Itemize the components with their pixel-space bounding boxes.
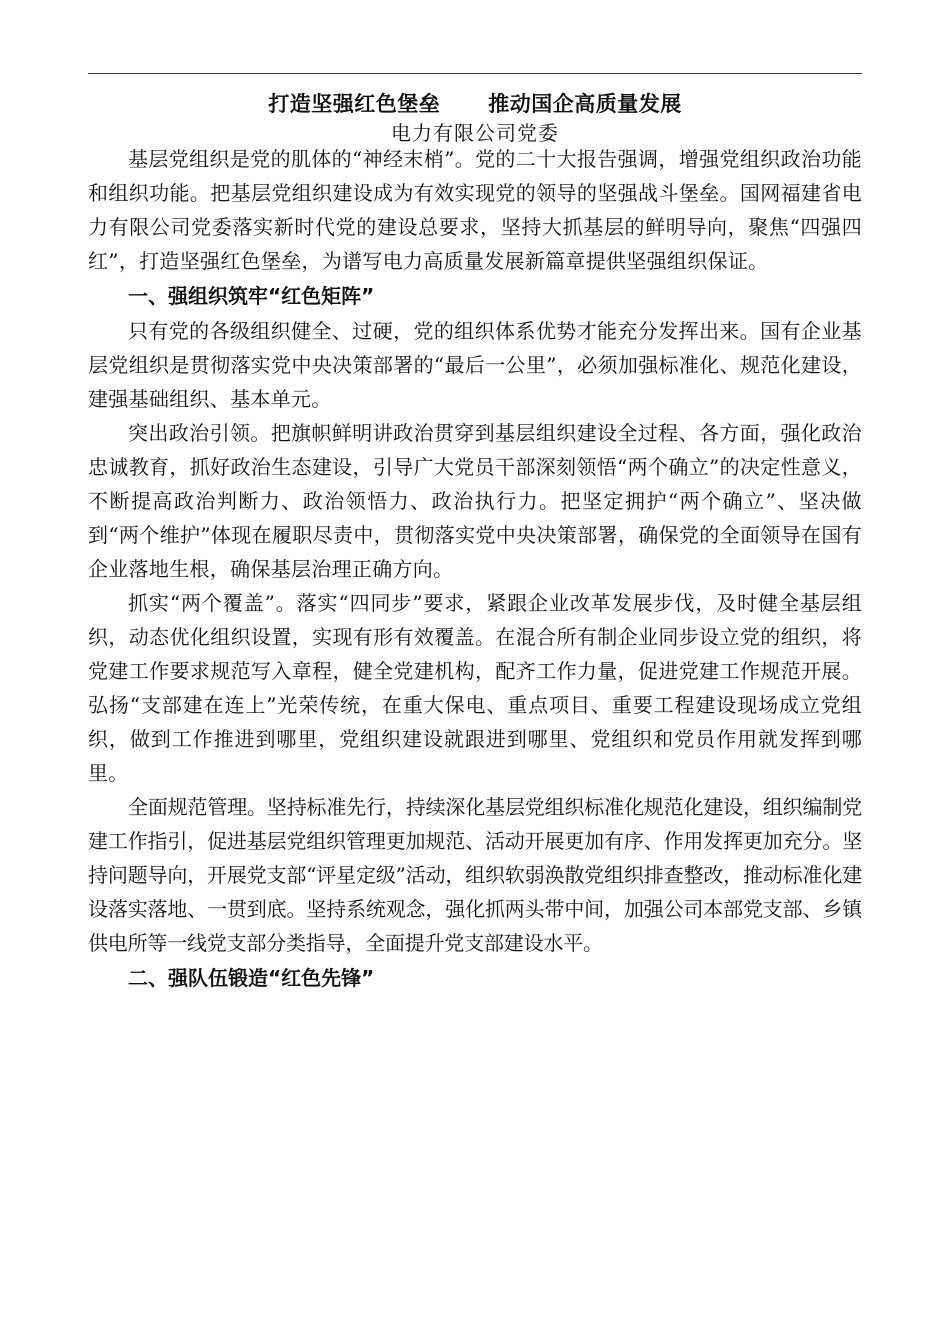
section-heading: 二、强队伍锻造“红色先锋” (128, 966, 375, 990)
body-paragraph: 突出政治引领。把旗帜鲜明讲政治贯穿到基层组织建设全过程、各方面，强化政治忠诚教育，抓好政治生态建设，引导广大党员干部深刻领悟“两个确立”的决定性意义，不断提高政治判断力、政治领悟力、政治执行力。把坚定拥护“两个确立”、坚决做到“两个维护”体现在履职尽责中，贯彻落实党中央决策部署，确保党的全面领导在国有企业落地生根，确保基层治理正确方向。 (88, 421, 862, 581)
document-body (88, 142, 862, 996)
title-part-1: 打造坚强红色堡垒 (268, 91, 441, 116)
body-paragraph: 全面规范管理。坚持标准先行，持续深化基层党组织标准化规范化建设，组织编制党建工作指引，促进基层党组织管理更加规范、活动开展更加有序、作用发挥更加充分。坚持问题导向，开展党支部“评星定级”活动，组织软弱涣散党组织排查整改，推动标准化建设落实落地、一贯到底。坚持系统观念，强化抓两头带中间，加强公司本部党支部、乡镇供电所等一线党支部分类指导，全面提升党支部建设水平。 (88, 795, 862, 955)
body-paragraph: 抓实“两个覆盖”。落实“四同步”要求，紧跟企业改革发展步伐，及时健全基层组织，动态优化组织设置，实现有形有效覆盖。在混合所有制企业同步设立党的组织，将党建工作要求规范写入章程，健全党建机构，配齐工作力量，促进党建工作规范开展。弘扬“支部建在连上”光荣传统，在重大保电、重点项目、重要工程建设现场成立党组织，做到工作推进到哪里，党组织建设就跟进到哪里、党组织和党员作用就发挥到哪里。 (88, 591, 862, 785)
body-paragraph: 基层党组织是党的肌体的“神经末梢”。党的二十大报告强调，增强党组织政治功能和组织功能。把基层党组织建设成为有效实现党的领导的坚强战斗堡垒。国网福建省电力有限公司党委落实新时代党的建设总要求，坚持大抓基层的鲜明导向，聚焦“四强四红”，打造坚强红色堡垒，为谱写电力高质量发展新篇章提供坚强组织保证。 (88, 147, 862, 273)
section-heading: 一、强组织筑牢“红色矩阵” (128, 284, 375, 308)
header-rule (88, 73, 862, 74)
body-paragraph: 只有党的各级组织健全、过硬，党的组织体系优势才能充分发挥出来。国有企业基层党组织是贯彻落实党中央决策部署的“最后一公里”，必须加强标准化、规范化建设，建强基础组织、基本单元。 (88, 319, 862, 411)
title-part-2: 推动国企高质量发展 (488, 91, 682, 116)
document-title (88, 88, 862, 120)
document-author: 电力有限公司党委 (391, 121, 559, 145)
